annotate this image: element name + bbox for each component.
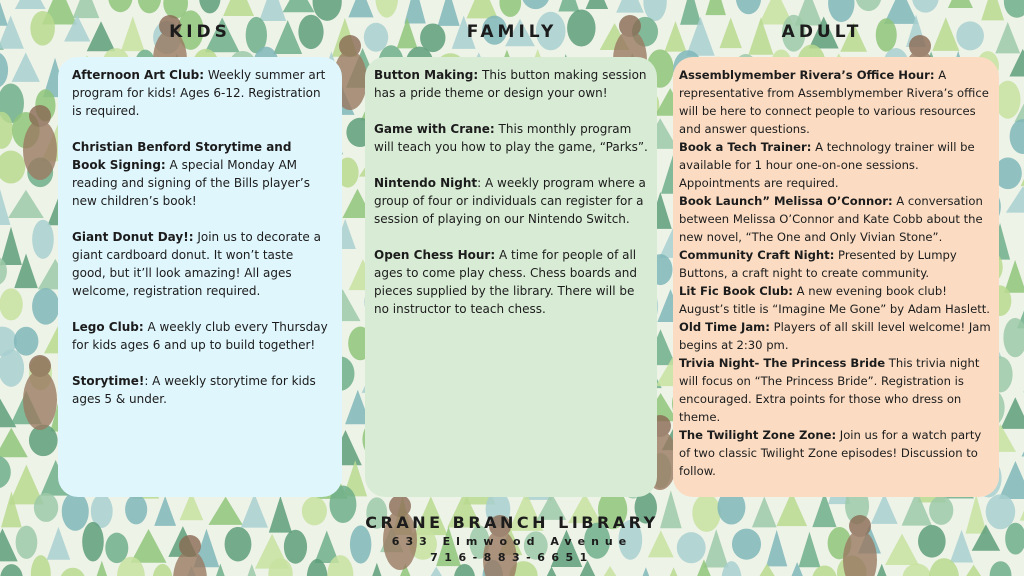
program-item bbox=[72, 138, 328, 210]
program-title: Storytime! bbox=[72, 374, 145, 388]
round-tree bbox=[32, 288, 59, 325]
program-description: A new evening book club! August’s title is “Imagine Me Gone” by Adam Haslett. bbox=[679, 284, 990, 316]
program-description: Presented by Lumpy Buttons, a craft night to create community. bbox=[679, 248, 957, 280]
family-program-card bbox=[365, 57, 657, 497]
program-title: Community Craft Night: bbox=[679, 248, 835, 262]
program-description: Join us to decorate a giant cardboard donut. It won’t taste good, but it’ll look amazing! All ages welcome, registration required. bbox=[72, 230, 321, 298]
round-tree bbox=[30, 11, 55, 46]
program-title: Open Chess Hour: bbox=[374, 248, 496, 262]
program-title: Old Time Jam: bbox=[679, 320, 770, 334]
program-title: Christian Benford Storytime and Book Signing: bbox=[72, 140, 292, 172]
round-tree bbox=[364, 23, 388, 52]
program-item bbox=[679, 192, 993, 246]
round-tree bbox=[732, 529, 761, 560]
round-tree bbox=[986, 494, 1015, 529]
program-item bbox=[374, 66, 648, 102]
program-item bbox=[72, 372, 328, 408]
round-tree bbox=[929, 496, 953, 525]
program-title: The Twilight Zone Zone: bbox=[679, 428, 837, 442]
program-description: : A weekly program where a group of four or individuals can register for a session of playing on our Nintendo Switch. bbox=[374, 176, 646, 226]
program-item bbox=[72, 66, 328, 120]
program-title: Giant Donut Day!: bbox=[72, 230, 194, 244]
program-title: Book a Tech Trainer: bbox=[679, 140, 812, 154]
program-description: Join us for a watch party of two classic Twilight Zone episodes! Discussion to follow. bbox=[679, 428, 982, 478]
round-tree bbox=[16, 526, 38, 559]
program-item bbox=[374, 120, 648, 156]
pine-tree bbox=[586, 0, 609, 9]
program-item bbox=[679, 246, 993, 282]
pine-tree bbox=[15, 0, 46, 9]
program-item bbox=[679, 66, 993, 138]
program-item bbox=[679, 426, 993, 480]
program-description: A weekly club every Thursday for kids ages 6 and up to build together! bbox=[72, 320, 328, 352]
program-item bbox=[679, 138, 993, 192]
round-tree bbox=[62, 492, 89, 531]
program-description: A technology trainer will be available for 1 hour one-on-one sessions. Appointments are required. bbox=[679, 140, 975, 190]
round-tree bbox=[34, 493, 58, 522]
program-description: This trivia night will focus on “The Princess Bride”. Registration is encouraged. Extra points for those who dress on theme. bbox=[679, 356, 980, 424]
program-title: Button Making: bbox=[374, 68, 479, 82]
kids-program-card bbox=[58, 57, 342, 497]
round-tree bbox=[14, 327, 39, 356]
program-item bbox=[72, 228, 328, 300]
program-item bbox=[679, 318, 993, 354]
round-tree bbox=[0, 288, 23, 320]
family-heading: FAMILY bbox=[466, 22, 558, 42]
pine-tree bbox=[948, 0, 973, 8]
program-title: Assemblymember Rivera’s Office Hour: bbox=[679, 68, 935, 82]
program-title: Lit Fic Book Club: bbox=[679, 284, 793, 298]
round-tree bbox=[956, 21, 984, 50]
library-phone: 716-883-6651 bbox=[430, 551, 594, 564]
program-title: Lego Club: bbox=[72, 320, 144, 334]
library-name: CRANE BRANCH LIBRARY bbox=[365, 513, 659, 532]
program-item bbox=[679, 354, 993, 426]
program-description: This monthly program will teach you how to play the game, “Parks”. bbox=[374, 122, 648, 154]
program-description: A representative from Assemblymember Rivera’s office will be here to connect people to various resources and answer questions. bbox=[679, 68, 989, 136]
round-tree bbox=[125, 494, 147, 524]
program-title: Afternoon Art Club: bbox=[72, 68, 205, 82]
adult-program-card bbox=[673, 57, 999, 497]
program-description: This button making session has a pride theme or design your own! bbox=[374, 68, 647, 100]
adult-heading: ADULT bbox=[781, 22, 863, 42]
round-tree bbox=[298, 15, 323, 49]
round-tree bbox=[105, 533, 128, 564]
program-description: Weekly summer art program for kids! Ages 6-12. Registration is required. bbox=[72, 68, 326, 118]
program-title: Book Launch” Melissa O’Connor: bbox=[679, 194, 893, 208]
program-title: Nintendo Night bbox=[374, 176, 478, 190]
program-item bbox=[374, 174, 648, 228]
program-item bbox=[679, 282, 993, 318]
round-tree bbox=[918, 525, 946, 558]
program-description: A special Monday AM reading and signing of the Bills player’s new children’s book! bbox=[72, 158, 310, 208]
program-item bbox=[72, 318, 328, 354]
library-address: 633 Elmwood Avenue bbox=[391, 535, 633, 548]
program-item bbox=[374, 246, 648, 318]
round-tree bbox=[32, 220, 54, 259]
round-tree bbox=[82, 522, 104, 562]
program-description: Players of all skill level welcome! Jam begins at 2:30 pm. bbox=[679, 320, 991, 352]
program-title: Game with Crane: bbox=[374, 122, 495, 136]
program-description: A conversation between Melissa O’Connor and Kate Cobb about the new novel, “The One and Only Vivian Stone”. bbox=[679, 194, 983, 244]
program-description: A time for people of all ages to come play chess. Chess boards and pieces supplied by the library. There will be no instructor to teach chess. bbox=[374, 248, 638, 316]
program-description: : A weekly storytime for kids ages 5 & under. bbox=[72, 374, 316, 406]
kids-heading: KIDS bbox=[169, 22, 231, 42]
program-title: Trivia Night- The Princess Bride bbox=[679, 356, 886, 370]
round-tree bbox=[225, 527, 252, 562]
